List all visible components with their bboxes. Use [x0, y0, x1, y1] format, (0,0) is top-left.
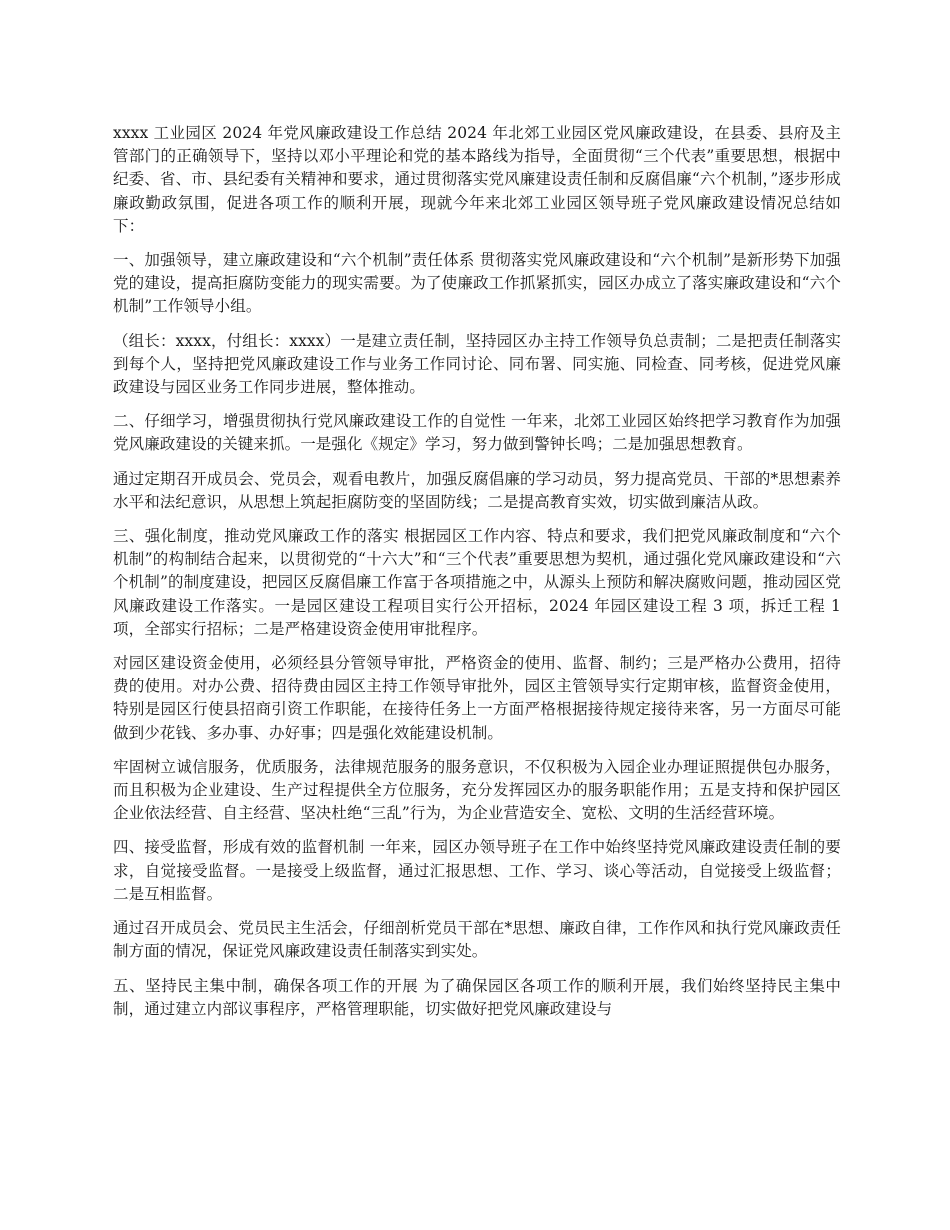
paragraph-section-5: 五、坚持民主集中制，确保各项工作的开展 为了确保园区各项工作的顺利开展，我们始终坚持民主集中制，通过建立内部议事程序，严格管理职能，切实做好把党风廉政建设与 [113, 976, 841, 1018]
paragraph-section-4: 四、接受监督，形成有效的监督机制 一年来，园区办领导班子在工作中始终坚持党风廉政建设责任制的要求，自觉接受监督。一是接受上级监督，通过汇报思想、工作、学习、谈心等活动，自觉接受上级监督；二是互相监督。 [113, 838, 841, 903]
paragraph-section-1-detail: （组长：xxxx，付组长：xxxx）一是建立责任制，坚持园区办主持工作领导负总责制；二是把责任制落实到每个人，坚持把党风廉政建设工作与业务工作同讨论、同布署、同实施、同检查、同考核，促进党风廉政建设与园区业务工作同步进展，整体推动。 [113, 331, 841, 397]
document-body [113, 122, 841, 1032]
paragraph-section-3-service: 牢固树立诚信服务，优质服务，法律规范服务的服务意识，不仅积极为入园企业办理证照提供包办服务，而且积极为企业建设、生产过程提供全方位服务，充分发挥园区办的服务职能作用；五是支持和保护园区企业依法经营、自主经营、坚决杜绝“三乱”行为，为企业营造安全、宽松、文明的生活经营环境。 [113, 757, 841, 823]
paragraph-section-2-detail: 通过定期召开成员会、党员会，观看电教片，加强反腐倡廉的学习动员，努力提高党员、干部的*思想素养水平和法纪意识，从思想上筑起拒腐防变的坚固防线；二是提高教育实效，切实做到廉洁从政。 [113, 469, 841, 511]
paragraph-section-4-detail: 通过召开成员会、党员民主生活会，仔细剖析党员干部在*思想、廉政自律，工作作风和执行党风廉政责任制方面的情况，保证党风廉政建设责任制落实到实处。 [113, 919, 841, 961]
paragraph-section-1: 一、加强领导，建立廉政建设和“六个机制”责任体系 贯彻落实党风廉政建设和“六个机制”是新形势下加强党的建设，提高拒腐防变能力的现实需要。为了使廉政工作抓紧抓实，园区办成立了落实廉政建设和“六个机制”工作领导小组。 [113, 251, 841, 316]
paragraph-section-3: 三、强化制度，推动党风廉政工作的落实 根据园区工作内容、特点和要求，我们把党风廉政制度和“六个机制”的构制结合起来，以贯彻党的“十六大”和“三个代表”重要思想为契机，通过强化党风廉政建设和“六个机制”的制度建设，把园区反腐倡廉工作富于各项措施之中，从源头上预防和解决腐败问题，推动园区党风廉政建设工作落实。一是园区建设工程项目实行公开招标，2024 年园区建设工程 3 项，拆迁工程 1 项，全部实行招标；二是严格建设资金使用审批程序。 [113, 527, 841, 638]
paragraph-section-3-funds: 对园区建设资金使用，必须经县分管领导审批，严格资金的使用、监督、制约；三是严格办公费用，招待费的使用。对办公费、招待费由园区主持工作领导审批外，园区主管领导实行定期审核，监督资金使用，特别是园区行使县招商引资工作职能，在接待任务上一方面严格根据接待规定接待来客，另一方面尽可能做到少花钱、多办事、办好事；四是强化效能建设机制。 [113, 654, 841, 742]
paragraph-section-2: 二、仔细学习，增强贯彻执行党风廉政建设工作的自觉性 一年来，北郊工业园区始终把学习教育作为加强党风廉政建设的关键来抓。一是强化《规定》学习，努力做到警钟长鸣；二是加强思想教育。 [113, 412, 841, 454]
paragraph-intro: xxxx 工业园区 2024 年党风廉政建设工作总结 2024 年北郊工业园区党风廉政建设，在县委、县府及主管部门的正确领导下，坚持以邓小平理论和党的基本路线为指导，全面贯彻“三个代表”重要思想，根据中纪委、省、市、县纪委有关精神和要求，通过贯彻落实党风廉建设责任制和反腐倡廉“六个机制，”逐步形成廉政勤政氛围，促进各项工作的顺利开展，现就今年来北郊工业园区领导班子党风廉政建设情况总结如下： [113, 124, 841, 235]
